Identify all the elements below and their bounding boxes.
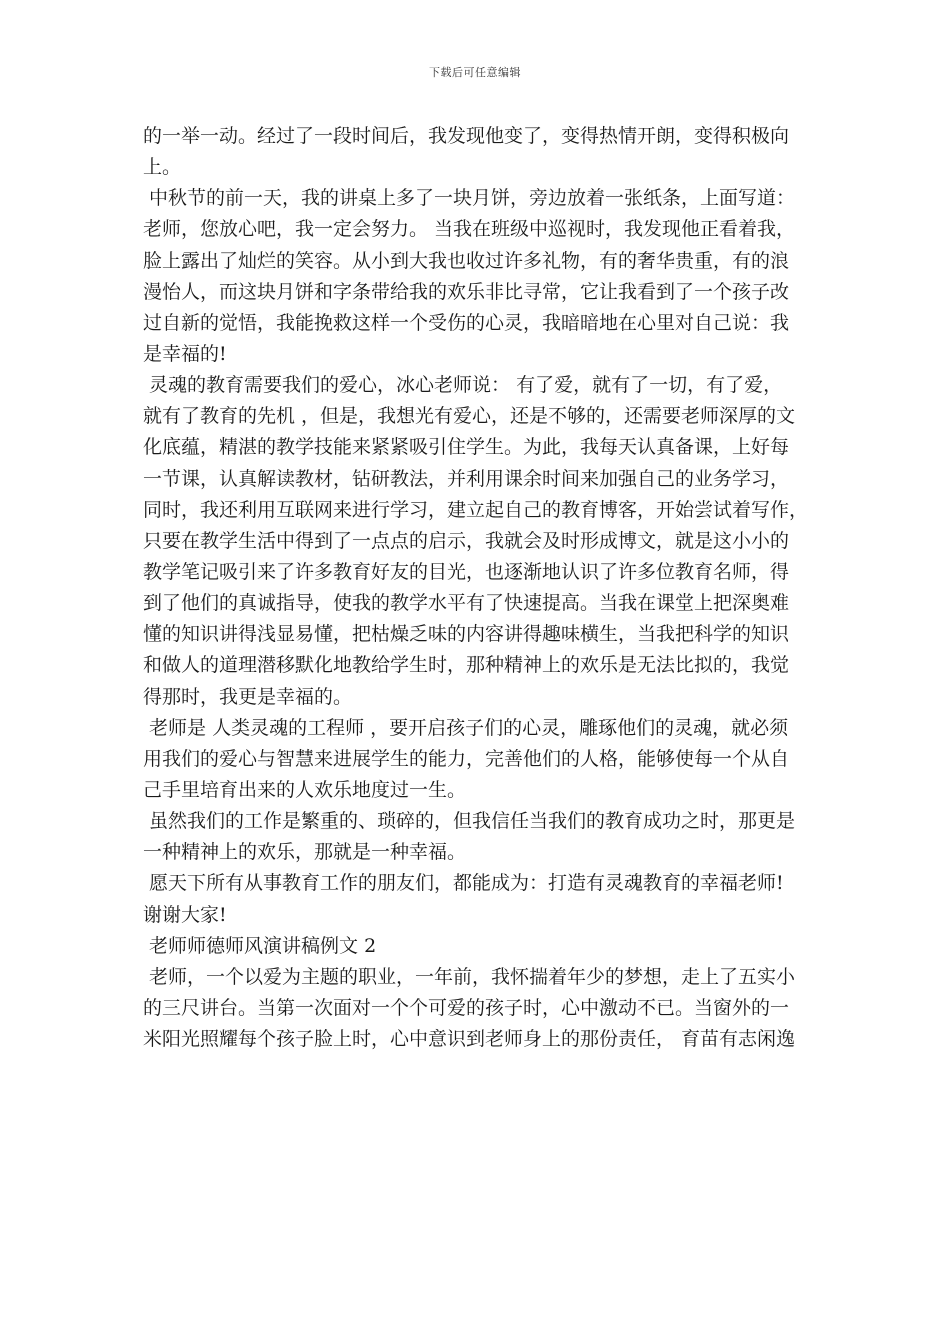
text-line: 老师，您放心吧，我一定会努力。 当我在班级中巡视时，我发现他正看着我， bbox=[143, 218, 796, 241]
text-line: 和做人的道理潜移默化地教给学生时，那种精神上的欢乐是无法比拟的，我觉 bbox=[143, 654, 790, 677]
text-line: 懂的知识讲得浅显易懂，把枯燥乏味的内容讲得趣味横生，当我把科学的知识 bbox=[143, 623, 790, 646]
text-line: 就有了教育的先机 ，但是，我想光有爱心，还是不够的，还需要老师深厚的文 bbox=[143, 405, 796, 428]
text-line: 化底蕴，精湛的教学技能来紧紧吸引住学生。为此，我每天认真备课，上好每 bbox=[143, 436, 790, 459]
text-line: 是幸福的! bbox=[143, 342, 227, 365]
text-line: 一种精神上的欢乐，那就是一种幸福。 bbox=[143, 841, 467, 864]
text-line: 中秋节的前一天，我的讲桌上多了一块月饼，旁边放着一张纸条，上面写道： bbox=[143, 187, 796, 210]
text-line: 谢谢大家! bbox=[143, 903, 227, 926]
page-header: 下载后可任意编辑 bbox=[429, 66, 521, 79]
text-line: 用我们的爱心与智慧来进展学生的能力，完善他们的人格，能够使每一个从自 bbox=[143, 747, 790, 770]
text-line: 上。 bbox=[143, 156, 182, 179]
text-line: 的三尺讲台。当第一次面对一个个可爱的孩子时，心中激动不已。当窗外的一 bbox=[143, 996, 790, 1019]
text-line: 得那时，我更是幸福的。 bbox=[143, 685, 353, 708]
text-line: 灵魂的教育需要我们的爱心，冰心老师说： 有了爱，就有了一切，有了爱， bbox=[143, 374, 783, 397]
text-line: 漫怡人，而这块月饼和字条带给我的欢乐非比寻常，它让我看到了一个孩子改 bbox=[143, 280, 790, 303]
text-line: 到了他们的真诚指导，使我的教学水平有了快速提高。当我在课堂上把深奥难 bbox=[143, 592, 790, 615]
document-body bbox=[143, 121, 821, 1055]
text-line: 老师是 人类灵魂的工程师 ，要开启孩子们的心灵，雕琢他们的灵魂，就必须 bbox=[143, 716, 789, 739]
text-line: 己手里培育出来的人欢乐地度过一生。 bbox=[143, 778, 467, 801]
text-line: 米阳光照耀每个孩子脸上时，心中意识到老师身上的那份责任， 育苗有志闲逸 bbox=[143, 1028, 796, 1051]
text-line: 过自新的觉悟，我能挽救这样一个受伤的心灵，我暗暗地在心里对自己说：我 bbox=[143, 311, 790, 334]
text-line: 虽然我们的工作是繁重的、琐碎的，但我信任当我们的教育成功之时，那更是 bbox=[143, 810, 796, 833]
text-line: 的一举一动。经过了一段时间后，我发现他变了，变得热情开朗，变得积极向 bbox=[143, 125, 790, 147]
text-line: 教学笔记吸引来了许多教育好友的目光，也逐渐地认识了许多位教育名师，得 bbox=[143, 560, 790, 583]
text-line: 脸上露出了灿烂的笑容。从小到大我也收过许多礼物，有的奢华贵重，有的浪 bbox=[143, 249, 790, 272]
text-line: 一节课，认真解读教材，钻研教法，并利用课余时间来加强自己的业务学习， bbox=[143, 467, 790, 490]
section-heading: 老师师德师风演讲稿例文 2 bbox=[143, 934, 377, 957]
text-line: 愿天下所有从事教育工作的朋友们，都能成为：打造有灵魂教育的幸福老师! bbox=[143, 872, 784, 895]
text-line: 老师，一个以爱为主题的职业，一年前，我怀揣着年少的梦想，走上了五实小 bbox=[143, 965, 796, 988]
text-line: 只要在教学生活中得到了一点点的启示，我就会及时形成博文，就是这小小的 bbox=[143, 529, 790, 552]
text-line: 同时，我还利用互联网来进行学习，建立起自己的教育博客，开始尝试着写作， bbox=[143, 498, 809, 521]
